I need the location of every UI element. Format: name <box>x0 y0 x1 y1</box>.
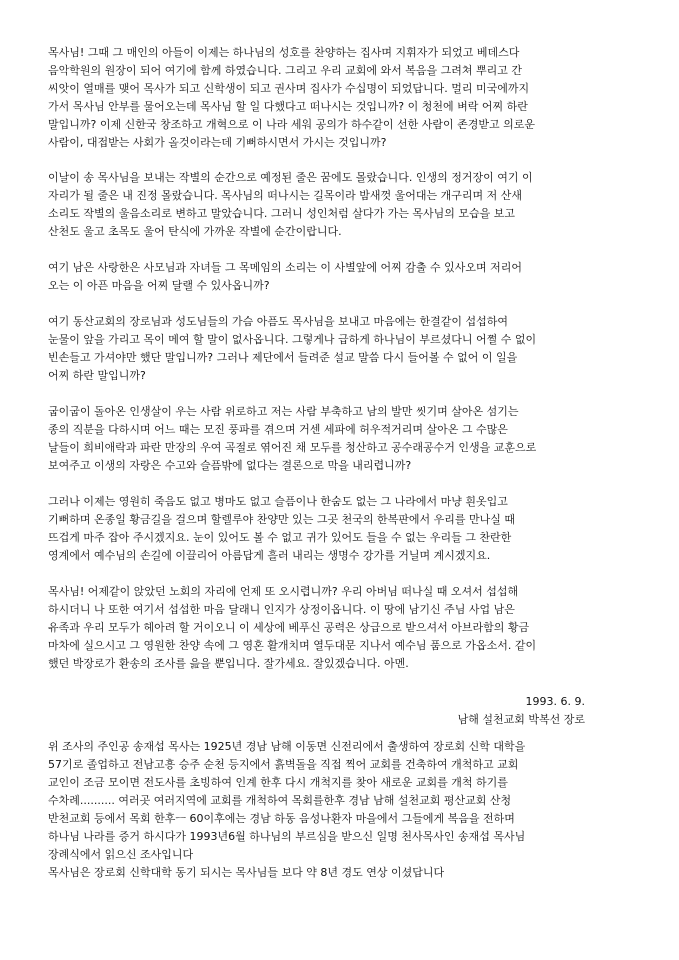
note-line: 교인이 조금 모이면 전도사를 초빙하여 인계 한후 다시 개척지를 찾아 새로운 교회를 개척 하기를 <box>48 776 508 789</box>
text-line: 하시더니 나 또한 여기서 섭섭한 마음 달래니 인지가 상정이옵니다. 이 땅에 남기신 주님 사업 남은 <box>48 603 515 616</box>
note-line: 위 조사의 주인공 송재섭 목사는 1925년 경남 남해 이동면 신전리에서 출생하여 장로회 신학 대학을 <box>48 740 526 753</box>
text-line: 눈물이 앞을 가리고 목이 메여 할 말이 없사옵니다. 그렇게나 급하게 하나님이 부르셨다니 어쩔 수 없이 <box>48 333 537 346</box>
text-line: 말입니까? 이제 신한국 창조하고 개혁으로 이 나라 세워 공의가 하수같이 선한 사람이 존경받고 의로운 <box>48 118 535 131</box>
text-line: 씨앗이 열매를 맺어 목사가 되고 신학생이 되고 권사며 집사가 수십명이 되었답니다. 멀리 미국에까지 <box>48 82 530 95</box>
text-line: 했던 박장로가 환송의 조사를 읊을 뿐입니다. 잘가세요. 잘있겠습니다. 아멘. <box>48 657 409 670</box>
paragraph-1 <box>48 44 648 152</box>
text-line: 어찌 하란 말입니까? <box>48 369 146 382</box>
note-line: 장례식에서 읽으신 조사입니다 <box>48 848 194 861</box>
text-line: 뜨겁게 마주 잡아 주시겠지요. 눈이 있어도 볼 수 없고 귀가 있어도 들을 수 없는 우리들 그 찬란한 <box>48 531 512 544</box>
text-line: 보여주고 이생의 자랑은 수고와 슬픔밖에 없다는 결론으로 막을 내리렵니까? <box>48 459 412 472</box>
note-line: 57기로 졸업하고 전남고흥 승주 순천 등지에서 흙벽돌을 직접 찍어 교회를 건축하여 개척하고 교회 <box>48 758 519 771</box>
paragraph-7 <box>48 583 648 673</box>
text-line: 음악학원의 원장이 되어 여기에 함께 하였습니다. 그리고 우리 교회에 와서 복음을 그려쳐 뿌리고 간 <box>48 64 522 77</box>
paragraph-6 <box>48 493 648 565</box>
text-line: 가서 목사님 안부를 물어오는데 목사님 할 일 다했다고 떠나시는 것입니까? 이 청천에 벼락 어찌 하란 <box>48 100 528 113</box>
text-line: 자리가 될 줄은 내 진정 몰랐습니다. 목사님의 떠나시는 길목이라 밤새껏 울어대는 개구리며 저 산새 <box>48 189 522 202</box>
closing-note <box>48 738 658 882</box>
signature-date: 1993. 6. 9. <box>525 695 585 708</box>
text-line: 사람이, 대접받는 사회가 올것이라는데 기뻐하시면서 가시는 것입니까? <box>48 136 387 149</box>
text-line: 굽이굽이 돌아온 인생살이 우는 사람 위로하고 저는 사람 부축하고 남의 발만 씻기며 살아온 섬기는 <box>48 405 519 418</box>
text-line: 영계에서 예수님의 손길에 이끌리어 아름답게 흘러 내리는 생명수 강가를 거닐며 계시겠지요. <box>48 549 491 562</box>
note-line: 목사님은 장로회 신학대학 동기 되시는 목사님들 보다 약 8년 경도 연상 이셨답니다 <box>48 866 445 879</box>
text-line: 마차에 실으시고 그 영원한 찬양 속에 그 영혼 활개치며 열두대문 지나서 예수님 품으로 가옵소서. 같이 <box>48 639 537 652</box>
paragraph-5 <box>48 403 648 475</box>
signature-block <box>458 693 585 729</box>
text-line: 그러나 이제는 영원히 죽음도 없고 병마도 없고 슬픔이나 한숨도 없는 그 나라에서 마냥 흰옷입고 <box>48 495 508 508</box>
note-line: 반천교회 등에서 목회 한후ㅡ 60이후에는 경남 하동 음성나환자 마을에서 그들에게 복음을 전하며 <box>48 812 515 825</box>
paragraph-2 <box>48 169 648 241</box>
text-line: 이날이 송 목사님을 보내는 작별의 순간으로 예정된 줄은 꿈에도 몰랐습니다. 인생의 정거장이 여기 이 <box>48 171 533 184</box>
note-line: 수차례.......... 여러곳 여러지역에 교회를 개척하여 목회를한후 경남 남해 설천교회 평산교회 산청 <box>48 794 512 807</box>
text-line: 날들이 희비애락과 파란 만장의 우여 곡절로 엮어진 채 모두를 청산하고 공수래공수거 인생을 교훈으로 <box>48 441 537 454</box>
text-line: 유족과 우리 모두가 헤아려 할 거이오니 이 세상에 베푸신 공력은 상급으로 받으셔서 아브라함의 황금 <box>48 621 530 634</box>
text-line: 산천도 울고 초목도 울어 탄식에 가까운 작별에 순간이랍니다. <box>48 225 342 238</box>
paragraph-3 <box>48 259 648 295</box>
text-line: 여기 남은 사랑한은 사모님과 자녀들 그 목메임의 소리는 이 사별앞에 어찌 감출 수 있사오며 저리어 <box>48 261 522 274</box>
text-line: 종의 직분을 다하시며 어느 때는 모진 풍파를 겪으며 거센 세파에 허우적거리며 살아온 그 수많은 <box>48 423 508 436</box>
text-line: 목사님! 어제같이 앉았던 노회의 자리에 언제 또 오시렵니까? 우리 아버님 떠나실 때 오셔서 섭섭해 <box>48 585 519 598</box>
note-line: 하나님 나라를 증거 하시다가 1993년6월 하나님의 부르심을 받으신 일명 천사목사인 송재섭 목사님 <box>48 830 526 843</box>
text-line: 빈손들고 가셔야만 했단 말입니까? 그러나 제단에서 들려준 설교 말씀 다시 들어볼 수 없어 이 일을 <box>48 351 518 364</box>
text-line: 목사님! 그때 그 매인의 아들이 이제는 하나님의 성호를 찬양하는 집사며 지휘자가 되었고 베데스다 <box>48 46 520 59</box>
paragraph-4 <box>48 313 648 385</box>
text-line: 오는 이 아픈 마음을 어찌 달랠 수 있사옵니까? <box>48 279 270 292</box>
text-line: 여기 동산교회의 장로님과 성도님들의 가슴 아픔도 목사님을 보내고 마음에는 한결같이 섭섭하여 <box>48 315 509 328</box>
text-line: 기뻐하며 온종일 황금길을 걸으며 할렐루야 찬양만 있는 그곳 천국의 한복판에서 우리를 만나실 때 <box>48 513 515 526</box>
text-line: 소리도 작별의 울음소리로 변하고 말았습니다. 그러니 성인처럼 살다가 가는 목사님의 모습을 보고 <box>48 207 515 220</box>
signature-author: 남해 설천교회 박복선 장로 <box>457 713 585 726</box>
